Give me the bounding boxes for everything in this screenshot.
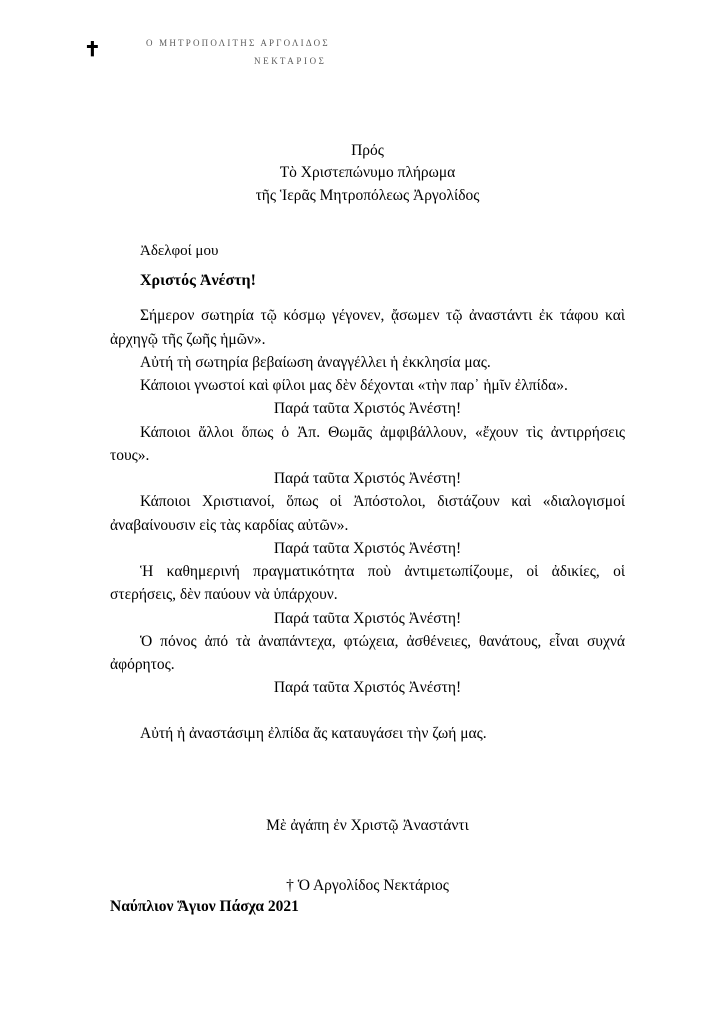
cross-icon: ✝: [84, 39, 101, 61]
addressee-line-2: Τὸ Χριστεπώνυμο πλήρωμα: [279, 164, 456, 182]
salutation: Ἀδελφοί μου: [140, 243, 219, 260]
signature: † Ὁ Αργολίδος Νεκτάριος: [286, 876, 449, 894]
paragraph: Κάποιοι ἄλλοι ὅπως ὁ Ἀπ. Θωμᾶς ἀμφιβάλλουν, «ἔχουν τὶς ἀντιρρήσεις τους».: [110, 423, 625, 464]
addressee-block: [110, 140, 625, 207]
paragraph: Σήμερον σωτηρία τῷ κόσμῳ γέγονεν, ᾄσωμεν τῷ ἀναστάντι ἐκ τάφου καὶ ἀρχηγῷ τῆς ζωῆς ἡμῶν».: [110, 307, 625, 348]
refrain: Παρά ταῦτα Χριστός Ἀνέστη!: [273, 609, 462, 627]
letterhead: [84, 36, 414, 76]
paragraph: Ἡ καθημερινή πραγματικότητα ποὺ ἀντιμετωπίζουμε, οἱ ἀδικίες, οἱ στερήσεις, δὲν παύουν νὰ ὑπάρχουν.: [110, 563, 625, 604]
refrain: Παρά ταῦτα Χριστός Ἀνέστη!: [273, 539, 462, 557]
letterhead-title-line2: ΝΕΚΤΑΡΙΟΣ: [254, 56, 327, 66]
paragraph: Ὁ πόνος ἀπό τὰ ἀναπάντεχα, φτώχεια, ἀσθένειες, θανάτους, εἶναι συχνά ἀφόρητος.: [110, 632, 625, 674]
refrain: Παρά ταῦτα Χριστός Ἀνέστη!: [273, 400, 462, 418]
place-and-date: Ναύπλιον Ἅγιον Πάσχα 2021: [110, 898, 299, 915]
addressee-line-1: Πρός: [351, 142, 384, 159]
signoff: Μὲ ἀγάπη ἐν Χριστῷ Ἀναστάντι: [266, 816, 469, 834]
refrain: Παρά ταῦτα Χριστός Ἀνέστη!: [273, 470, 462, 488]
paragraph: Κάποιοι Χριστιανοί, ὅπως οἱ Ἀπόστολοι, διστάζουν καὶ «διαλογισμοί ἀναβαίνουσιν εἰς τὰς καρδίας αὐτῶν».: [110, 493, 625, 534]
letter-body: [110, 140, 625, 895]
paschal-acclamation: Χριστός Ἀνέστη!: [140, 272, 256, 290]
addressee-line-3: τῆς Ἱερᾶς Μητροπόλεως Ἀργολίδος: [255, 186, 480, 204]
letterhead-title-line1: Ο ΜΗΤΡΟΠΟΛΙΤΗΣ ΑΡΓΟΛΙΔΟΣ: [146, 38, 330, 48]
refrain: Παρά ταῦτα Χριστός Ἀνέστη!: [273, 679, 462, 697]
paragraph: Κάποιοι γνωστοί καὶ φίλοι μας δὲν δέχονται «τὴν παρ᾿ ἡμῖν ἐλπίδα».: [140, 377, 568, 395]
paragraph: Αὐτή τὴ σωτηρία βεβαίωση ἀναγγέλλει ἡ ἐκκλησία μας.: [140, 353, 491, 371]
closing-line: Αὐτή ἡ ἀναστάσιμη ἐλπίδα ἄς καταυγάσει τὴν ζωή μας.: [140, 724, 487, 742]
